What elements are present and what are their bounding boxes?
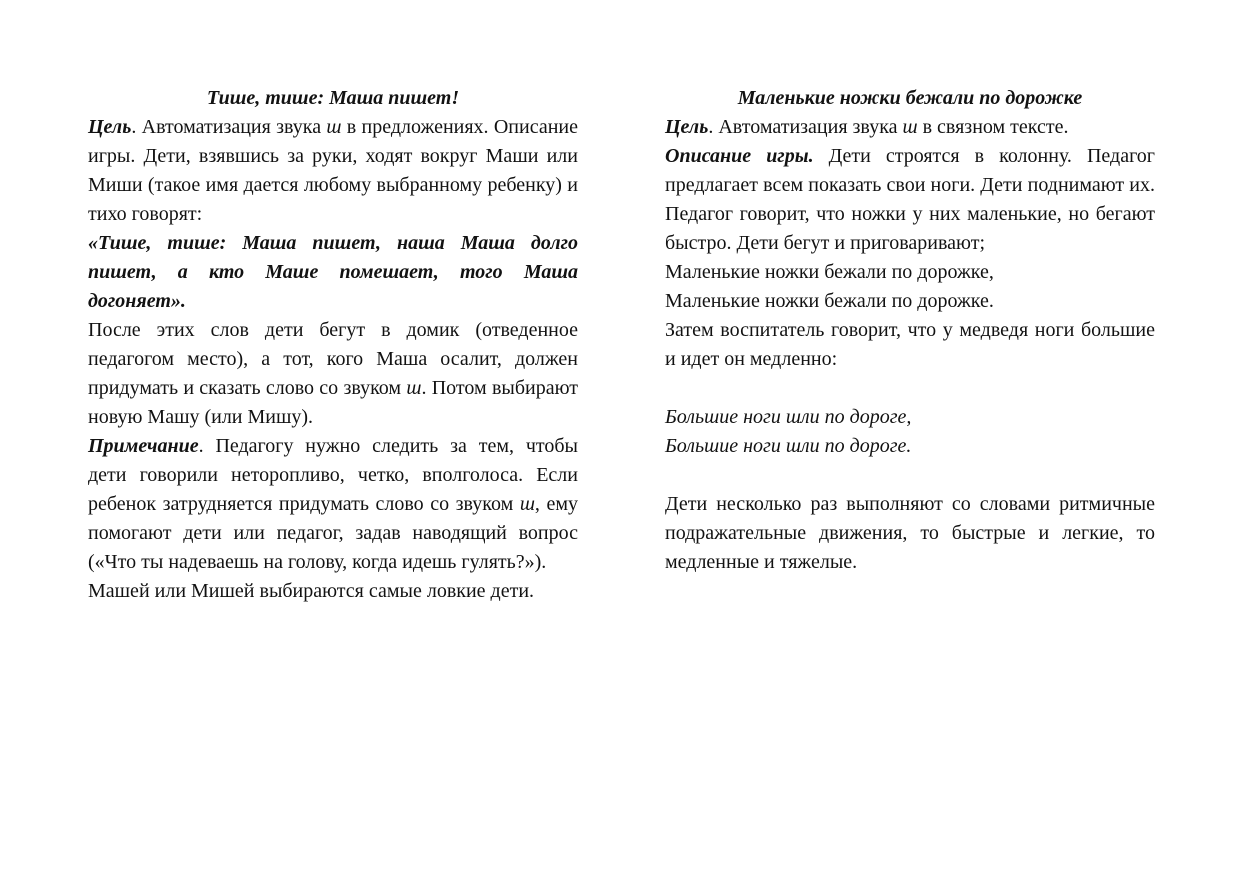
text-run: . Потом выбирают новую Машу (или Мишу). [88, 377, 578, 428]
text-run: , ему помогают дети или педагог, задав наводящий вопрос («Что ты надеваешь на голову, когда идешь гулять?»). [88, 493, 578, 573]
right-column [665, 84, 1155, 877]
paragraph [665, 490, 1155, 577]
text-run: Затем воспитатель говорит, что у медведя ноги большие и идет он медленно: [665, 319, 1155, 370]
paragraph [665, 113, 1155, 142]
text-run: Большие ноги шли по дороге, [665, 406, 912, 428]
text-run: Маленькие ножки бежали по дорожке, [665, 261, 994, 283]
paragraph [88, 432, 578, 577]
paragraph [665, 432, 1155, 461]
text-run: Цель [665, 116, 709, 138]
text-run: ш [326, 116, 342, 138]
paragraph [665, 258, 1155, 287]
text-run: Машей или Мишей выбираются самые ловкие дети. [88, 580, 535, 602]
text-run: Примечание [88, 435, 199, 457]
left-column-title: Тише, тише: Маша пишет! [206, 87, 460, 109]
text-run: Описание игры. [665, 145, 814, 167]
paragraph [88, 229, 578, 316]
paragraph [665, 142, 1155, 258]
text-run: «Тише, тише: Маша пишет, наша Маша долго пишет, а кто Маше помешает, того Маша догоняет». [88, 232, 578, 312]
text-run: . Автоматизация звука [708, 116, 903, 138]
paragraph [665, 287, 1155, 316]
spacer [665, 374, 1155, 403]
text-run: . Автоматизация звука [131, 116, 327, 138]
text-run: . Педагогу нужно следить за тем, чтобы дети говорили неторопливо, четко, вполголоса. Если ребенок затрудняется придумать слово со звуком [88, 435, 578, 515]
text-run: Большие ноги шли по дороге. [665, 435, 912, 457]
paragraph [665, 403, 1155, 432]
text-run: После этих слов дети бегут в домик (отведенное педагогом место), а тот, кого Маша осалит, должен придумать и сказать слово со звуком [88, 319, 578, 399]
text-run: Цель [88, 116, 132, 138]
text-run: ш [519, 493, 535, 515]
column-body [88, 113, 578, 606]
paragraph [665, 316, 1155, 374]
left-column [88, 84, 578, 877]
paragraph [88, 113, 578, 229]
spacer [665, 461, 1155, 490]
right-column-title: Маленькие ножки бежали по дорожке [737, 87, 1083, 109]
text-run: ш [902, 116, 918, 138]
text-run: Дети строятся в колонну. Педагог предлагает всем показать свои ноги. Дети поднимают их. Педагог говорит, что ножки у них маленькие, но бегают быстро. Дети бегут и приговаривают; [665, 145, 1155, 254]
text-run: Маленькие ножки бежали по дорожке. [665, 290, 994, 312]
text-run: в связном тексте. [917, 116, 1069, 138]
text-run: ш [406, 377, 422, 399]
paragraph [88, 316, 578, 432]
paragraph [88, 577, 578, 606]
text-run: в предложениях. Описание игры. Дети, взявшись за руки, ходят вокруг Маши или Миши (такое имя дается любому выбранному ребенку) и тихо говорят: [88, 116, 578, 225]
text-run: Дети несколько раз выполняют со словами ритмичные подражательные движения, то быстрые и легкие, то медленные и тяжелые. [665, 493, 1155, 573]
column-body [665, 113, 1155, 577]
